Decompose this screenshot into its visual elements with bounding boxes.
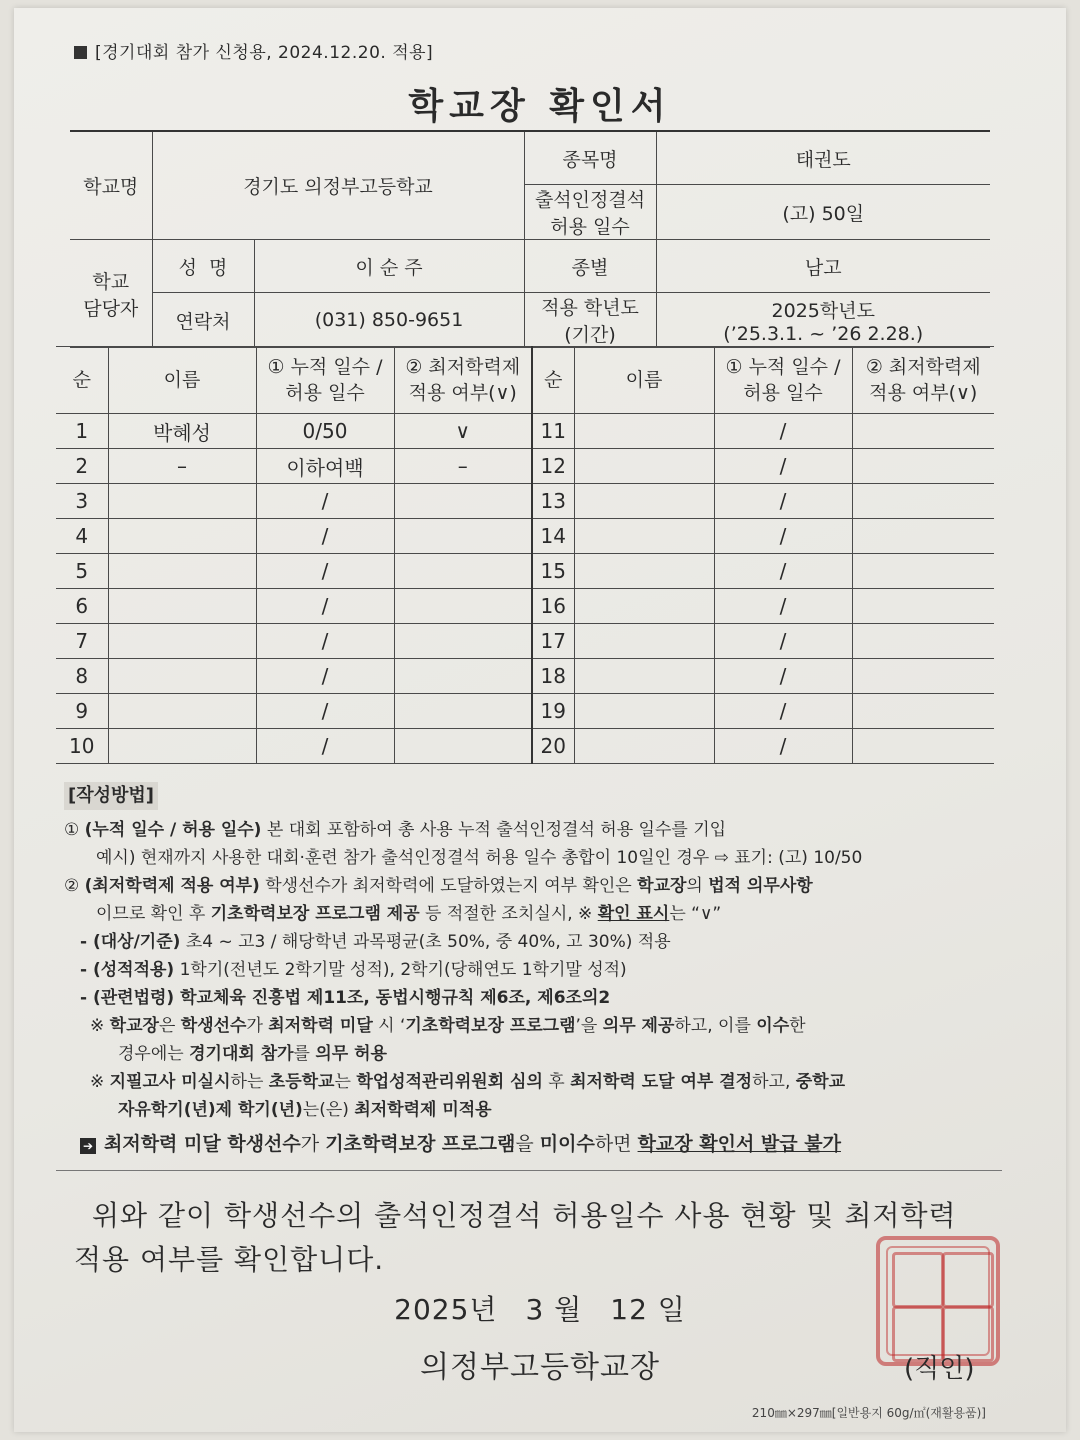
row-name [574, 519, 714, 554]
row-no: 14 [532, 519, 574, 554]
row-no: 13 [532, 484, 574, 519]
row-name [108, 554, 256, 589]
row-min: ∨ [394, 414, 532, 449]
instruction-detail: - (관련법령) 학교체육 진흥법 제11조, 동법시행규칙 제6조, 제6조의2 [80, 988, 611, 1008]
form-header: [경기대회 참가 신청용, 2024.12.20. 적용] [74, 38, 433, 63]
row-name [574, 624, 714, 659]
school-info-table [70, 130, 990, 348]
row-min [394, 519, 532, 554]
document-title: 학교장 확인서 [408, 86, 672, 127]
issue-date: 2025년 3 월 12 일 [394, 1293, 686, 1326]
instruction-example: 예시) 현재까지 사용한 대회·훈련 참가 출석인정결석 허용 일수 총합이 10일인 경우 ⇨ 표기: (고) 10/50 [96, 848, 863, 868]
instructions-heading: [작성방법] [64, 782, 158, 810]
row-name [574, 589, 714, 624]
row-name [574, 729, 714, 764]
row-days: 이하여백 [256, 449, 394, 484]
row-no: 20 [532, 729, 574, 764]
arrow-right-icon: ➔ [80, 1138, 96, 1154]
type-label: 종별 [524, 240, 656, 293]
header-min: ② 최저학력제 적용 여부(∨) [394, 347, 532, 414]
row-min [852, 659, 994, 694]
row-min [394, 484, 532, 519]
row-min [394, 659, 532, 694]
row-min [852, 694, 994, 729]
instruction-detail: - (성적적용) 1학기(전년도 2학기말 성적), 2학기(당해연도 1학기말 성적) [80, 960, 627, 980]
row-min [852, 729, 994, 764]
square-bullet-icon [74, 46, 87, 59]
allowed-days-label: 출석인정결석 허용 일수 [524, 185, 656, 240]
row-no: 18 [532, 659, 574, 694]
instruction-item: ② (최저학력제 적용 여부) 학생선수가 최저학력에 도달하였는지 여부 확인은 학교장의 법적 의무사항 [64, 876, 813, 896]
row-min [394, 554, 532, 589]
table-row [56, 659, 994, 694]
student-list-table [56, 346, 994, 764]
row-min [852, 449, 994, 484]
table-row [56, 624, 994, 659]
instruction-note: ※ 학교장은 학생선수가 최저학력 미달 시 ‘기초학력보장 프로그램’을 의무 제공하고, 이를 이수한 [90, 1016, 806, 1036]
instructions-section [64, 782, 1014, 1158]
event-label: 종목명 [524, 131, 656, 185]
row-min [852, 484, 994, 519]
row-min [394, 694, 532, 729]
row-no: 1 [56, 414, 108, 449]
row-no: 11 [532, 414, 574, 449]
row-no: 5 [56, 554, 108, 589]
row-days: / [256, 519, 394, 554]
row-no: 12 [532, 449, 574, 484]
row-days: / [256, 484, 394, 519]
row-days: 0/50 [256, 414, 394, 449]
row-no: 16 [532, 589, 574, 624]
instruction-detail: - (대상/기준) 초4 ~ 고3 / 해당학년 과목평균(초 50%, 중 40%, 고 30%) 적용 [80, 932, 671, 952]
table-row [56, 729, 994, 764]
row-name [108, 729, 256, 764]
row-name [574, 659, 714, 694]
row-no: 15 [532, 554, 574, 589]
row-name: 박혜성 [108, 414, 256, 449]
row-name [108, 589, 256, 624]
event-value: 태권도 [656, 131, 990, 185]
row-min [394, 624, 532, 659]
row-min [852, 589, 994, 624]
allowed-days-value: (고) 50일 [656, 185, 990, 240]
row-no: 9 [56, 694, 108, 729]
header-min: ② 최저학력제 적용 여부(∨) [852, 347, 994, 414]
school-label: 학교명 [70, 131, 152, 240]
row-days: / [256, 694, 394, 729]
contact-label: 연락처 [152, 293, 254, 348]
row-no: 6 [56, 589, 108, 624]
table-row [56, 554, 994, 589]
row-days: / [714, 694, 852, 729]
row-no: 3 [56, 484, 108, 519]
row-name [108, 624, 256, 659]
row-days: / [714, 554, 852, 589]
row-no: 19 [532, 694, 574, 729]
year-label: 적용 학년도 (기간) [524, 293, 656, 348]
instruction-note: 경우에는 경기대회 참가를 의무 허용 [118, 1044, 387, 1064]
row-days: / [714, 484, 852, 519]
header-days: ① 누적 일수 / 허용 일수 [714, 347, 852, 414]
row-name [108, 694, 256, 729]
row-days: / [256, 589, 394, 624]
table-row [56, 484, 994, 519]
row-days: / [714, 519, 852, 554]
divider [56, 1170, 1002, 1171]
table-row [56, 589, 994, 624]
row-days: / [714, 624, 852, 659]
header-no: 순 [532, 347, 574, 414]
type-value: 남고 [656, 240, 990, 293]
row-days: / [714, 729, 852, 764]
paper-spec-footer: 210㎜×297㎜[일반용지 60g/㎡(재활용품)] [751, 1406, 986, 1420]
row-name [574, 694, 714, 729]
header-days: ① 누적 일수 / 허용 일수 [256, 347, 394, 414]
row-no: 10 [56, 729, 108, 764]
principal-name: 의정부고등학교장 [420, 1350, 660, 1385]
header-name: 이름 [574, 347, 714, 414]
row-days: / [714, 659, 852, 694]
row-name [108, 484, 256, 519]
instruction-note: ※ 지필고사 미실시하는 초등학교는 학업성적관리위원회 심의 후 최저학력 도달 여부 결정하고, 중학교 [90, 1072, 846, 1092]
row-days: / [714, 589, 852, 624]
row-name [574, 449, 714, 484]
row-days: / [714, 414, 852, 449]
row-min [852, 414, 994, 449]
manager-label: 학교 담당자 [70, 240, 152, 348]
row-name [574, 484, 714, 519]
header-no: 순 [56, 347, 108, 414]
row-name [108, 659, 256, 694]
name-value: 이 순 주 [254, 240, 524, 293]
row-no: 7 [56, 624, 108, 659]
school-value: 경기도 의정부고등학교 [152, 131, 524, 240]
row-min [852, 519, 994, 554]
row-name [574, 554, 714, 589]
instruction-note: 자유학기(년)제 학기(년)는(은) 최저학력제 미적용 [118, 1100, 492, 1120]
instruction-item: ① (누적 일수 / 허용 일수) 본 대회 포함하여 총 사용 누적 출석인정결석 허용 일수를 기입 [64, 820, 727, 840]
row-no: 2 [56, 449, 108, 484]
row-no: 8 [56, 659, 108, 694]
confirmation-statement: 위와 같이 학생선수의 출석인정결석 허용일수 사용 현황 및 최저학력 적용 여부를 확인합니다. [74, 1199, 957, 1276]
row-days: / [256, 554, 394, 589]
name-label: 성 명 [152, 240, 254, 293]
year-value: 2025학년도 (’25.3.1. ~ ’26 2.28.) [656, 293, 990, 348]
row-min [852, 624, 994, 659]
table-row [56, 414, 994, 449]
row-days: / [714, 449, 852, 484]
table-row [56, 449, 994, 484]
row-name [108, 519, 256, 554]
row-days: / [256, 729, 394, 764]
row-no: 17 [532, 624, 574, 659]
row-days: / [256, 624, 394, 659]
table-row [56, 694, 994, 729]
notice-line: ➔ 최저학력 미달 학생선수가 기초학력보장 프로그램을 미이수하면 학교장 확인서 발급 불가 [64, 1130, 1014, 1158]
row-name [574, 414, 714, 449]
row-min [394, 589, 532, 624]
row-min: – [394, 449, 532, 484]
seal-label: (직인) [904, 1354, 975, 1384]
instruction-item: 이므로 확인 후 기초학력보장 프로그램 제공 등 적절한 조치실시, ※ 확인 표시는 “∨” [96, 904, 722, 924]
row-min [852, 554, 994, 589]
row-min [394, 729, 532, 764]
contact-value: (031) 850-9651 [254, 293, 524, 348]
table-row [56, 519, 994, 554]
header-name: 이름 [108, 347, 256, 414]
row-days: / [256, 659, 394, 694]
document-page [14, 8, 1066, 1432]
row-no: 4 [56, 519, 108, 554]
row-name: – [108, 449, 256, 484]
